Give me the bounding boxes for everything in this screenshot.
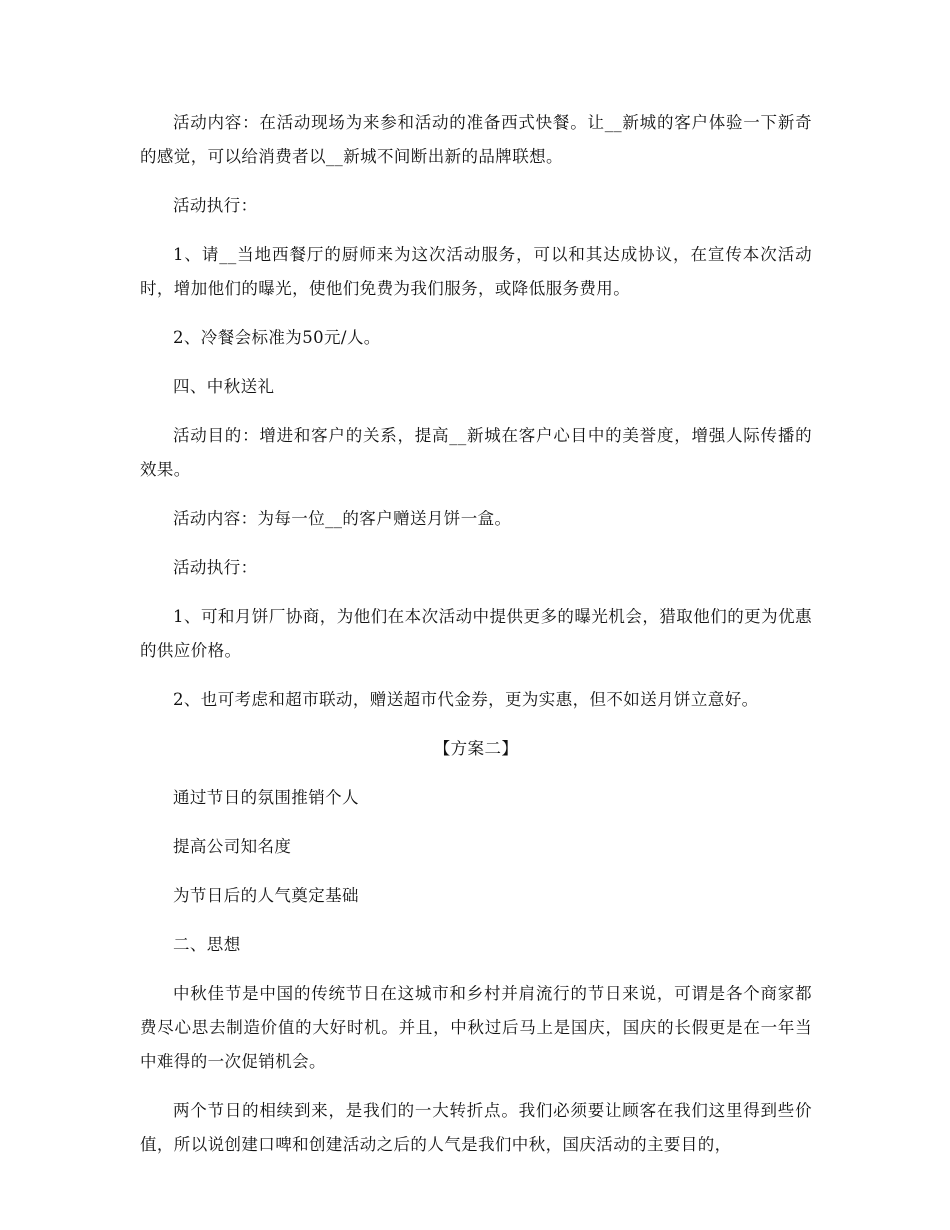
paragraph: 2、也可考虑和超市联动，赠送超市代金券，更为实惠，但不如送月饼立意好。 — [173, 690, 759, 709]
paragraph: 2、冷餐会标准为50元/人。 — [173, 328, 381, 347]
paragraph: 为节日后的人气奠定基础 — [173, 886, 359, 905]
paragraph: 1、可和月饼厂协商，为他们在本次活动中提供更多的曝光机会，猎取他们的更为优惠的供应价格。 — [140, 607, 812, 660]
paragraph: 活动目的：增进和客户的关系，提高__新城在客户心目中的美誉度，增强人际传播的效果。 — [140, 426, 812, 479]
paragraph: 活动执行： — [173, 196, 258, 215]
paragraph: 通过节日的氛围推销个人 — [173, 788, 359, 807]
paragraph: 活动内容：为每一位__的客户赠送月饼一盒。 — [173, 509, 512, 528]
paragraph: 1、请__当地西餐厅的厨师来为这次活动服务，可以和其达成协议，在宣传本次活动时，增加他们的曝光，使他们免费为我们服务，或降低服务费用。 — [140, 245, 812, 298]
plan-title: 【方案二】 — [433, 739, 519, 758]
paragraph: 中秋佳节是中国的传统节日在这城市和乡村并肩流行的节日来说，可谓是各个商家都费尽心思去制造价值的大好时机。并且，中秋过后马上是国庆，国庆的长假更是在一年当中难得的一次促销机会。 — [140, 984, 812, 1071]
section-heading: 四、中秋送礼 — [173, 377, 275, 396]
paragraph: 提高公司知名度 — [173, 837, 292, 856]
paragraph: 活动内容：在活动现场为来参和活动的准备西式快餐。让__新城的客户体验一下新奇的感觉，可以给消费者以__新城不间断出新的品牌联想。 — [140, 113, 812, 166]
document-page — [140, 106, 812, 1177]
section-heading: 二、思想 — [173, 935, 241, 954]
paragraph: 活动执行： — [173, 558, 258, 577]
paragraph: 两个节日的相续到来，是我们的一大转折点。我们必须要让顾客在我们这里得到些价值，所以说创建口啤和创建活动之后的人气是我们中秋，国庆活动的主要目的， — [140, 1101, 812, 1154]
